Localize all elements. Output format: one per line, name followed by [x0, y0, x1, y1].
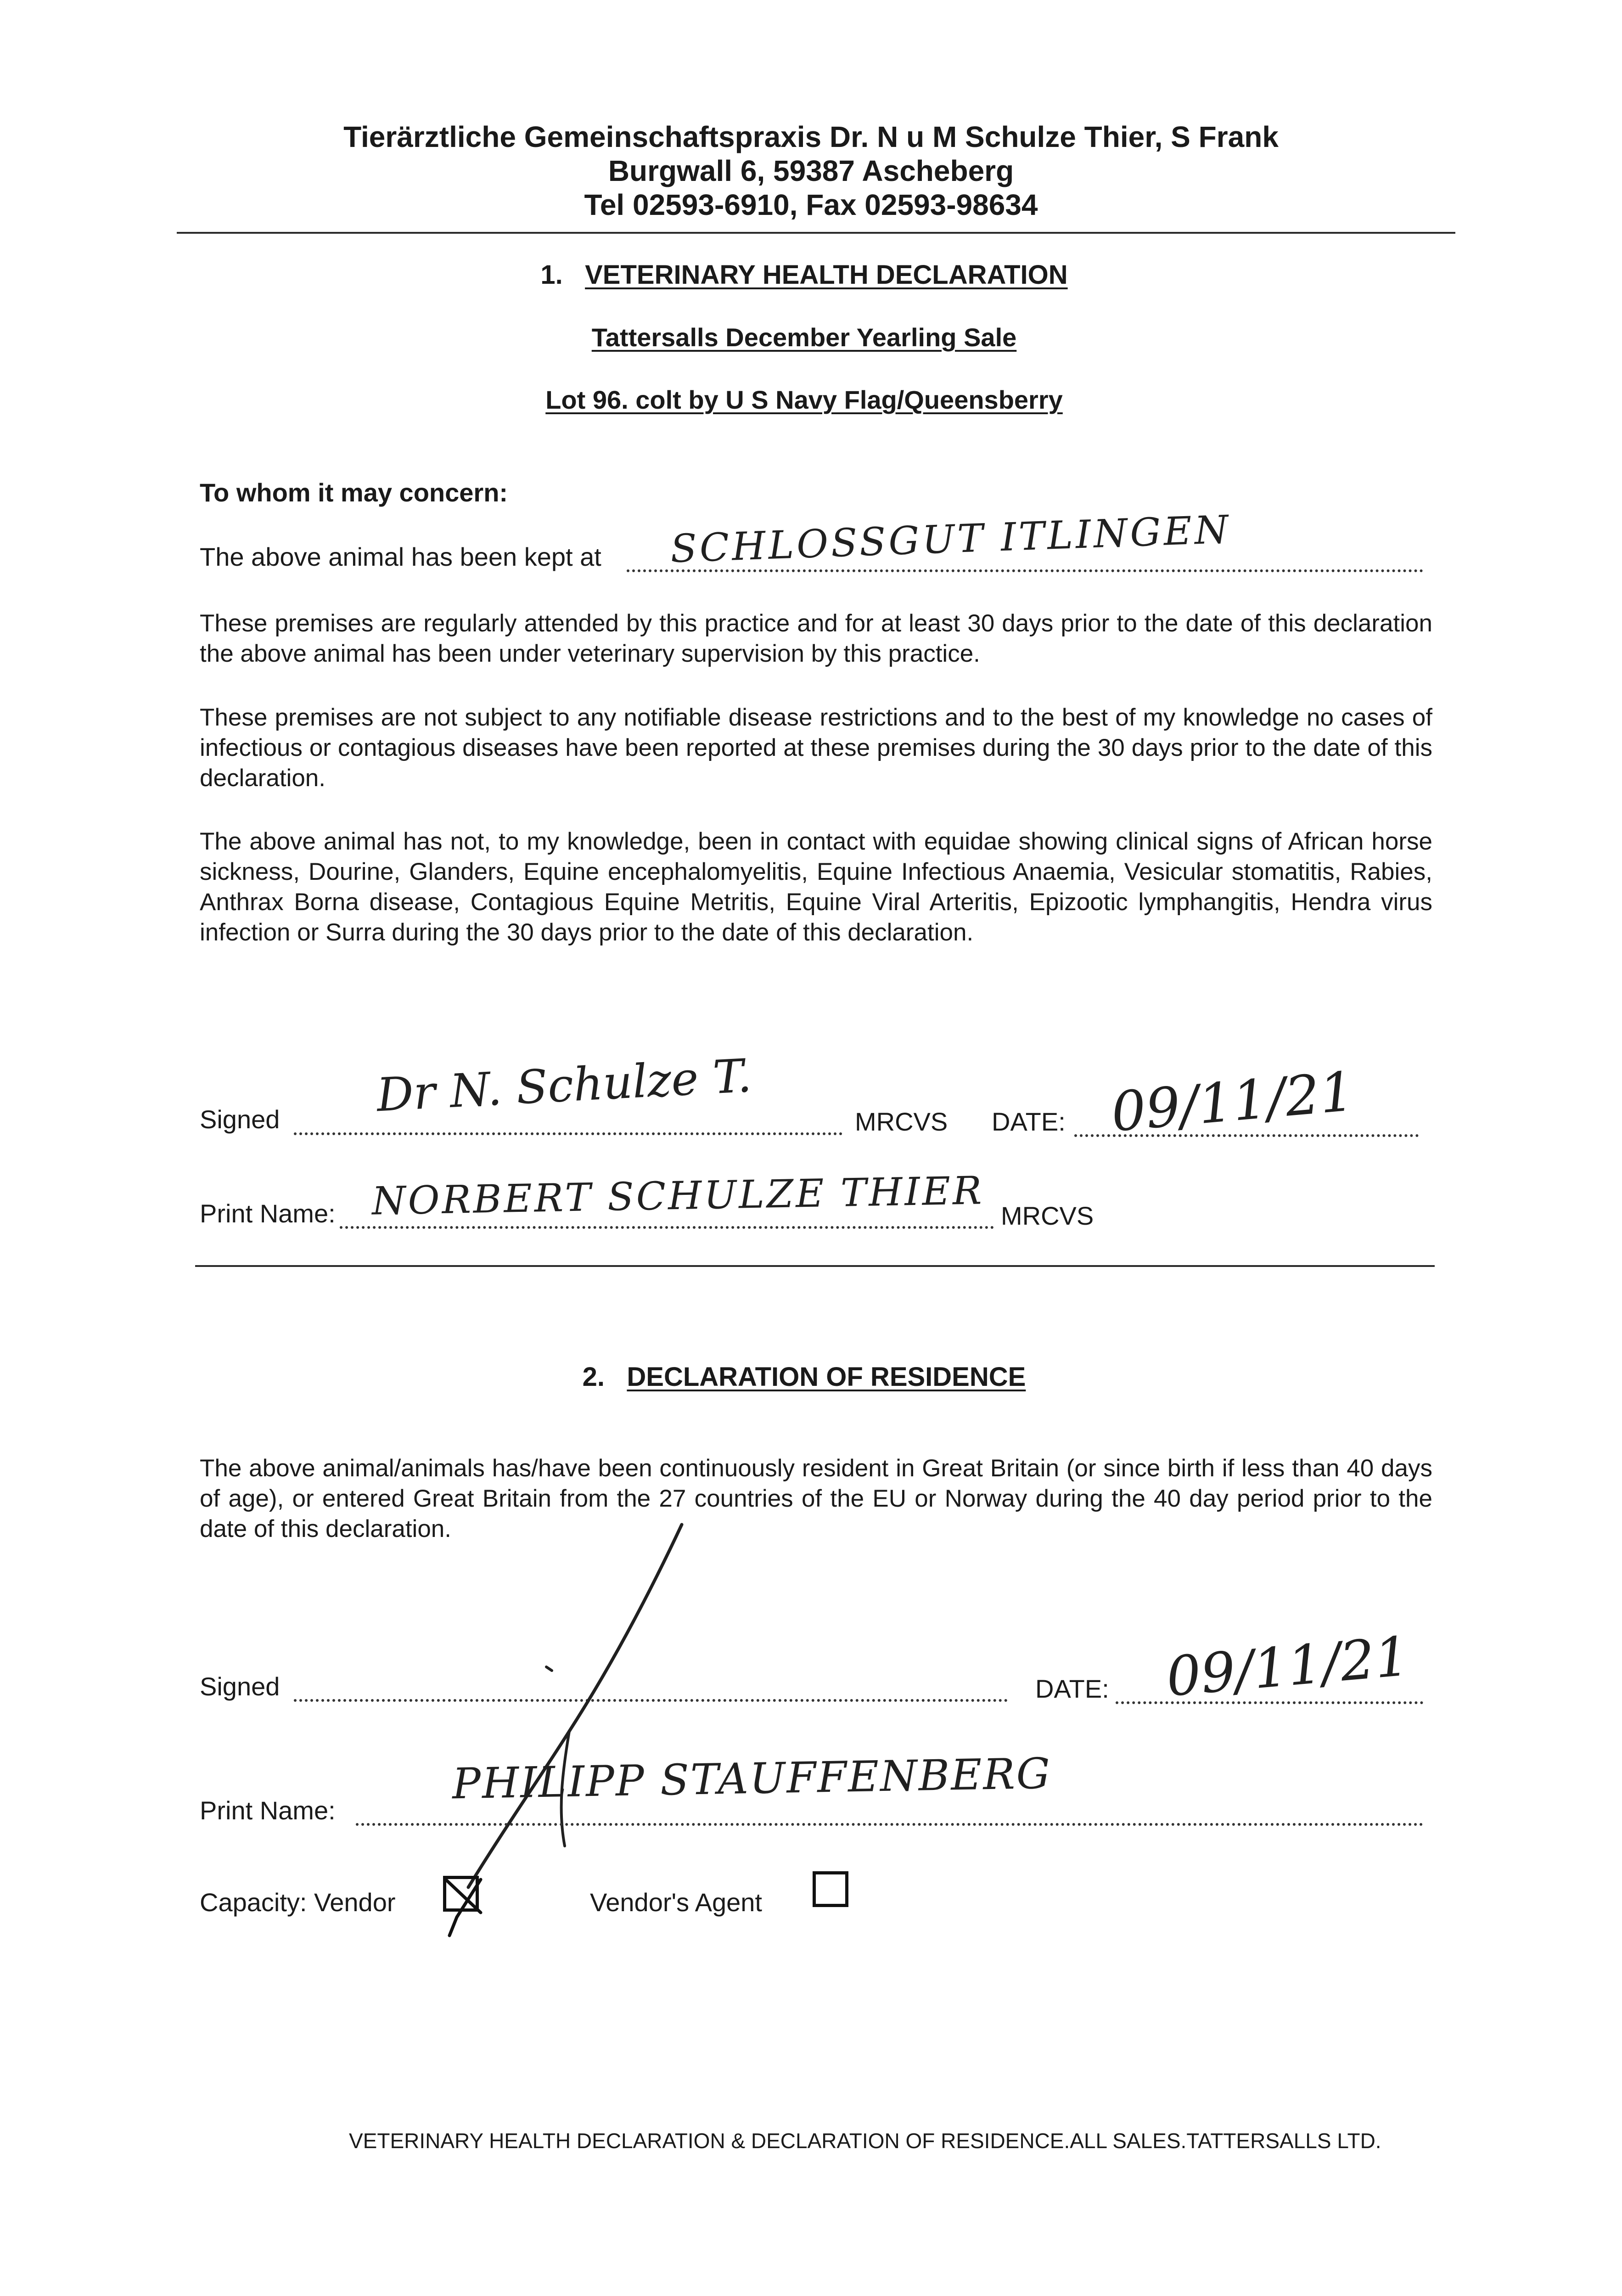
practice-phone: Tel 02593-6910, Fax 02593-98634	[584, 188, 1038, 221]
greeting: To whom it may concern:	[200, 478, 508, 507]
vendor-printed-name: PHILIPP STAUFFENBERG	[452, 1749, 1052, 1809]
signed-label-1: Signed	[200, 1105, 280, 1134]
section1-heading	[0, 259, 1622, 290]
date-handwritten-1: 09/11/21	[1108, 1059, 1357, 1144]
section2-heading	[0, 1362, 1622, 1392]
section2-number: 2.	[582, 1362, 605, 1392]
header-divider	[177, 232, 1455, 234]
print-name-dotted-line-2	[356, 1823, 1423, 1826]
kept-at-handwritten: SCHLOSSGUT ITLINGEN	[669, 506, 1232, 572]
kept-at-dotted-line	[627, 569, 1423, 572]
practice-address: Burgwall 6, 59387 Ascheberg	[608, 154, 1014, 187]
date-handwritten-2: 09/11/21	[1163, 1624, 1412, 1709]
signature-dotted-line-1	[294, 1132, 842, 1135]
page-footer: VETERINARY HEALTH DECLARATION & DECLARATION OF RESIDENCE.ALL SALES.TATTERSALLS LTD.	[349, 2129, 1381, 2153]
section2-title: DECLARATION OF RESIDENCE	[627, 1362, 1026, 1392]
vendor-agent-label: Vendor's Agent	[590, 1888, 762, 1917]
supervision-paragraph: These premises are regularly attended by this practice and for at least 30 days prior to the date of this declaration the above animal has been under veterinary supervision by this practice.	[200, 610, 1432, 667]
sale-name: Tattersalls December Yearling Sale	[591, 323, 1017, 352]
print-name-dotted-line-1	[340, 1226, 994, 1229]
signed-label-2: Signed	[200, 1672, 280, 1701]
vendor-agent-checkbox[interactable]	[813, 1871, 848, 1907]
vet-printed-name: NORBERT SCHULZE THIER	[371, 1168, 984, 1224]
section1-number: 1.	[540, 260, 563, 290]
print-name-label-1: Print Name:	[200, 1199, 336, 1228]
section-divider	[195, 1265, 1435, 1267]
checkmark-icon	[443, 1876, 485, 1940]
print-name-label-2: Print Name:	[200, 1796, 336, 1825]
kept-at-label: The above animal has been kept at	[200, 542, 601, 571]
mrcvs-label-2: MRCVS	[1001, 1201, 1094, 1230]
lot-description: Lot 96. colt by U S Navy Flag/Queensberry	[545, 385, 1063, 414]
section1-title: VETERINARY HEALTH DECLARATION	[585, 260, 1068, 290]
vendor-checkbox[interactable]	[443, 1876, 479, 1912]
date-label-2: DATE:	[1035, 1674, 1109, 1703]
date-dotted-line-2	[1116, 1701, 1423, 1704]
practice-name: Tierärztliche Gemeinschaftspraxis Dr. N u M Schulze Thier, S Frank	[343, 120, 1279, 153]
vet-signature: Dr N. Schulze T.	[375, 1048, 753, 1122]
date-label-1: DATE:	[992, 1107, 1066, 1136]
contact-paragraph: The above animal has not, to my knowledge, been in contact with equidae showing clinical signs of African horse sickness, Dourine, Glanders, Equine encephalomyelitis, Equine Infectious Anaemia, Vesicular stomatitis, Rabies, Anthrax Borna disease, Contagious Equine Metritis, Equine Viral Arteritis, Epizootic lymphangitis, Hendra virus infection or Surra during the 30 days prior to the date of this declaration.	[200, 828, 1432, 946]
capacity-label: Capacity: Vendor	[200, 1888, 396, 1917]
disease-restriction-paragraph: These premises are not subject to any notifiable disease restrictions and to the best of my knowledge no cases of infectious or contagious diseases have been reported at these premises during the 30 days prior to the date of this declaration.	[200, 704, 1432, 792]
residence-paragraph: The above animal/animals has/have been continuously resident in Great Britain (or since birth if less than 40 days of age), or entered Great Britain from the 27 countries of the EU or Norway during the 40 day period prior to the date of this declaration.	[200, 1455, 1432, 1542]
mrcvs-label-1: MRCVS	[855, 1107, 948, 1136]
